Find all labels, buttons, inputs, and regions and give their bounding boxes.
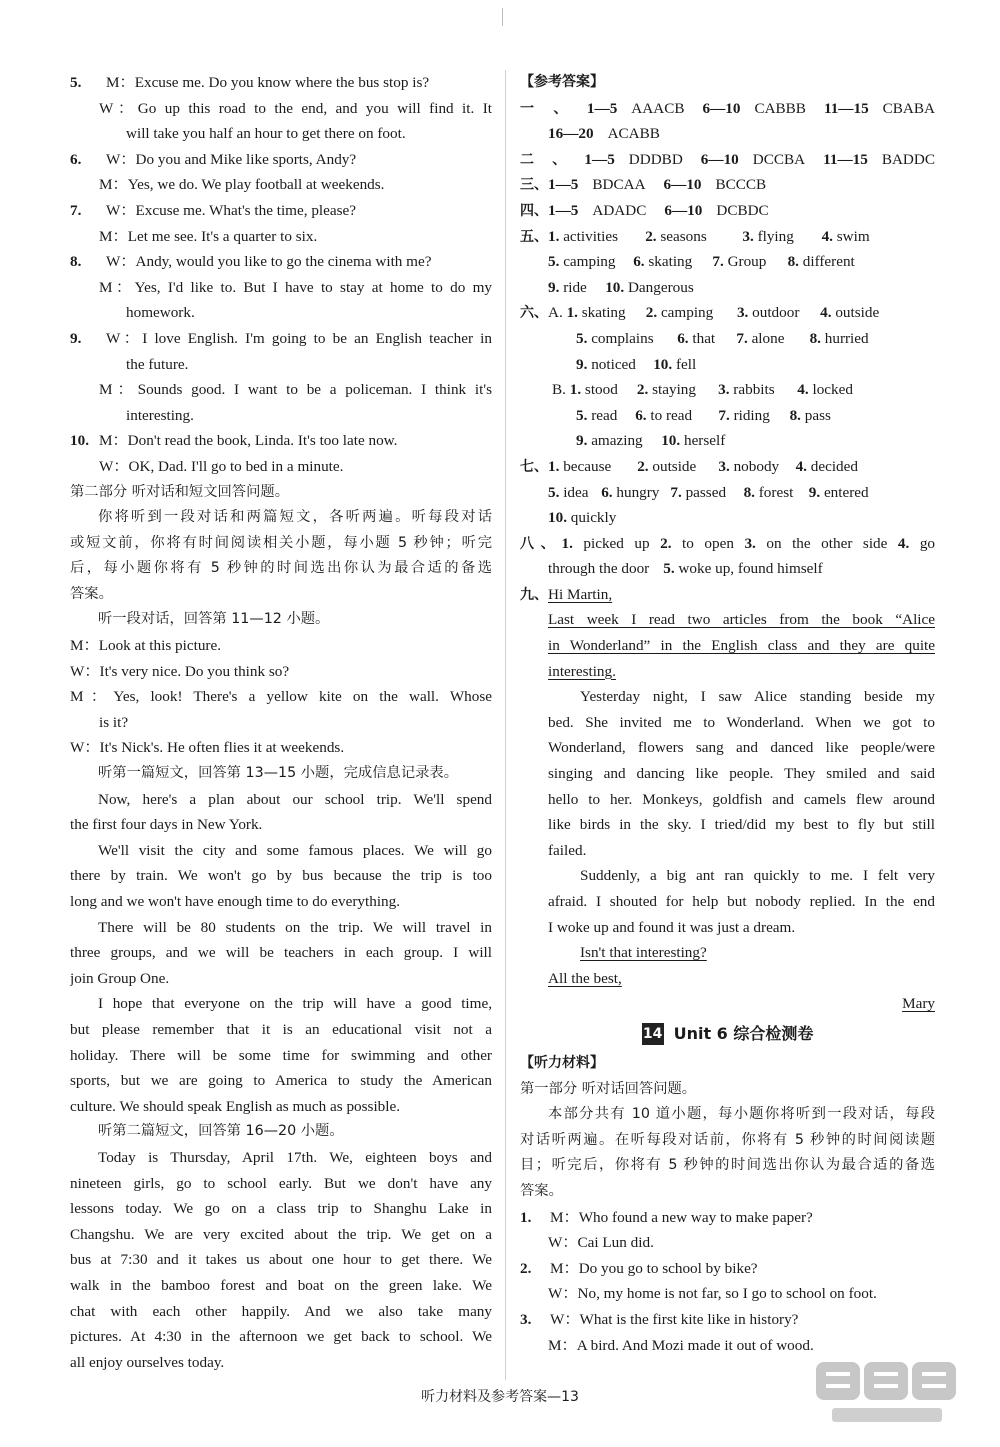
passage1-line: There will be 80 students on the trip. We will travel in [98, 918, 492, 936]
answer-section-1: 一、1—5 AAACB 6—10 CABBB 11—15 CBABA [520, 99, 935, 117]
q5-line1: 5. M：Excuse me. Do you know where the bus stop is? [70, 74, 430, 91]
essay-line: Last week I read two articles from the book “Alice [548, 611, 935, 629]
passage1-line: culture. We should speak English as much as possible. [70, 1097, 401, 1115]
unit-badge: 14 [642, 1023, 664, 1045]
essay-line: Suddenly, a big ant ran quickly to me. I felt very [580, 867, 935, 885]
q9-line2: the future. [126, 355, 189, 373]
essay-line: singing and dancing like people. They smiled and said [548, 765, 935, 783]
answer-section-4: 四、1—5 ADADC 6—10 DCBDC [520, 201, 769, 219]
passage1-line: three groups, and we will be teachers in each group. I will [70, 944, 492, 962]
passage1-line: We'll visit the city and some famous places. We will go [98, 841, 492, 859]
q5-line3: will take you half an hour to get there on foot. [126, 125, 406, 143]
part1-intro: 目；听完后，你将有 5 秒钟的时间选出你认为最合适的备选 [520, 1157, 935, 1174]
dialog-line: W：It's Nick's. He often flies it at weekends. [70, 739, 345, 757]
answer-section-6b: B. 1. stood 2. staying 3. rabbits 4. locked [552, 381, 853, 399]
answer-section-8-cont: through the door 5. woke up, found himself [548, 560, 823, 578]
q6-line2: M：Yes, we do. We play football at weekends. [99, 176, 385, 194]
answer-section-7-cont: 10. quickly [548, 509, 617, 527]
u1-line1: 1. M：Who found a new way to make paper? [520, 1208, 813, 1226]
q8-line3: homework. [126, 304, 195, 322]
column-divider [505, 70, 506, 1380]
passage2-line: bus at 7:30 and it takes us about one hour to get there. We [70, 1251, 492, 1269]
passage2-line: chat with each other happily. And we also take many [70, 1302, 492, 1320]
answer-section-9: 九、Hi Martin, [520, 585, 613, 603]
essay-line: I woke up and found it was just a dream. [548, 918, 796, 936]
q9-line3: M：Sounds good. I want to be a policeman. I think it's [99, 381, 492, 399]
part1-title: 第一部分 听对话回答问题。 [520, 1080, 697, 1097]
answer-section-6b-cont: 5. read 6. to read 7. riding 8. pass [576, 406, 831, 424]
part2-intro-2: 或短文前，你将有时间阅读相关小题，每小题 5 秒钟；听完 [70, 534, 492, 551]
essay-closing-question: Isn't that interesting? [580, 944, 707, 962]
essay-line: Yesterday night, I saw Alice standing beside my [580, 688, 935, 706]
answer-section-6a: 六、A. 1. skating 2. camping 3. outdoor 4. outside [520, 304, 880, 322]
answer-section-5: 五、1. activities 2. seasons 3. flying 4. swim [520, 227, 870, 245]
passage1-title: 听第一篇短文，回答第 13—15 小题，完成信息记录表。 [98, 765, 459, 782]
answer-section-5-cont: 9. ride 10. Dangerous [548, 278, 694, 296]
watermark-logo-icon [812, 1356, 962, 1428]
dialog-title: 听一段对话，回答第 11—12 小题。 [98, 611, 330, 628]
passage1-line: the first four days in New York. [70, 816, 263, 834]
passage2-line: nineteen girls, go to school early. But we don't have any [70, 1174, 492, 1192]
part1-intro: 本部分共有 10 道小题，每小题你将听到一段对话，每段 [548, 1106, 935, 1123]
passage2-line: Today is Thursday, April 17th. We, eighteen boys and [98, 1148, 492, 1166]
passage1-line: holiday. There will be some time for swimming and other [70, 1046, 492, 1064]
fold-mark [502, 8, 503, 26]
left-column [70, 70, 492, 1375]
q9-line1: 9. W：I love English. I'm going to be an English teacher in [70, 329, 492, 347]
essay-line: bed. She invited me to Wonderland. When we got to [548, 713, 935, 731]
essay-signature: Mary [902, 995, 935, 1013]
dialog-line: is it? [99, 713, 129, 731]
q10-line1: 10. M：Don't read the book, Linda. It's too late now. [70, 432, 398, 450]
passage2-line: pictures. At 4:30 in the afternoon we get back to school. We [70, 1328, 492, 1346]
passage1-line: join Group One. [70, 969, 170, 987]
q8-line2: M：Yes, I'd like to. But I have to stay at home to do my [99, 278, 492, 296]
u1-line2: W：Cai Lun did. [548, 1234, 654, 1252]
q10-line2: W：OK, Dad. I'll go to bed in a minute. [99, 457, 344, 475]
part2-title: 第二部分 听对话和短文回答问题。 [70, 483, 289, 500]
u2-line2: W：No, my home is not far, so I go to school on foot. [548, 1285, 877, 1303]
passage1-line: but please remember that it is an educational visit not a [70, 1020, 492, 1038]
passage1-line: I hope that everyone on the trip will have a good time, [98, 995, 492, 1013]
part2-intro-4: 答案。 [70, 585, 113, 602]
part2-intro-1: 你将听到一段对话和两篇短文，各听两遍。听每段对话 [98, 509, 492, 526]
passage1-line: Now, here's a plan about our school trip. We'll spend [98, 790, 492, 808]
u3-line1: 3. W：What is the first kite like in history? [520, 1310, 799, 1328]
essay-line: like birds in the sky. I tried/did my best to fly but still [548, 816, 935, 834]
u3-line2: M：A bird. And Mozi made it out of wood. [548, 1336, 814, 1354]
q7-line1: 7. W：Excuse me. What's the time, please? [70, 201, 357, 219]
answer-section-8: 八、1. picked up 2. to open 3. on the other side 4. go [520, 534, 935, 552]
u2-line1: 2. M：Do you go to school by bike? [520, 1259, 758, 1277]
answer-section-3: 三、1—5 BDCAA 6—10 BCCCB [520, 176, 767, 194]
essay-line: failed. [548, 841, 587, 859]
listening-title: 【听力材料】 [520, 1054, 604, 1071]
page-footer: 听力材料及参考答案—13 [421, 1389, 579, 1405]
answers-title: 【参考答案】 [520, 74, 604, 90]
q7-line2: M：Let me see. It's a quarter to six. [99, 227, 318, 245]
passage1-line: sports, but we are going to America to study the American [70, 1072, 492, 1090]
part1-intro: 对话听两遍。在听每段对话前，你将有 5 秒钟的时间阅读题 [520, 1131, 935, 1148]
answer-section-5-cont: 5. camping 6. skating 7. Group 8. different [548, 253, 855, 271]
passage2-line: lessons today. We go on a class trip to Shanghu Lake in [70, 1200, 492, 1218]
unit-title: 14 Unit 6 综合检测卷 [520, 1017, 935, 1051]
essay-line: in Wonderland” in the English class and they are quite [548, 637, 935, 655]
answer-section-7: 七、1. because 2. outside 3. nobody 4. decided [520, 457, 858, 475]
passage2-line: all enjoy ourselves today. [70, 1353, 225, 1371]
answer-section-2: 二、1—5 DDDBD 6—10 DCCBA 11—15 BADDC [520, 150, 935, 168]
dialog-line: M：Yes, look! There's a yellow kite on the wall. Whose [70, 688, 492, 706]
essay-sign-off: All the best, [548, 969, 622, 987]
passage2-title: 听第二篇短文，回答第 16—20 小题。 [98, 1123, 344, 1140]
right-column [520, 70, 935, 1358]
essay-line: afraid. I shouted for help but nobody replied. In the end [548, 893, 935, 910]
dialog-line: M：Look at this picture. [70, 637, 222, 655]
answer-section-6b-cont: 9. amazing 10. herself [576, 432, 726, 450]
answer-section-1-cont: 16—20 ACABB [548, 125, 660, 143]
q6-line1: 6. W：Do you and Mike like sports, Andy? [70, 150, 357, 168]
passage2-line: Changshu. We are very excited about the trip. We get on a [70, 1225, 492, 1243]
passage1-line: there by train. We won't go by bus because the trip is too [70, 867, 492, 885]
essay-line: hello to her. Monkeys, goldfish and camels flew around [548, 790, 935, 808]
essay-line: Wonderland, flowers sang and danced like people/were [548, 739, 935, 757]
part2-intro-3: 后，每小题你将有 5 秒钟的时间选出你认为最合适的备选 [70, 560, 492, 577]
answer-section-7-cont: 5. idea 6. hungry 7. passed 8. forest 9. entered [548, 483, 869, 501]
part1-intro: 答案。 [520, 1182, 563, 1199]
passage2-line: walk in the bamboo forest and boat on the green lake. We [70, 1276, 492, 1294]
dialog-line: W：It's very nice. Do you think so? [70, 662, 290, 680]
passage1-line: long and we won't have enough time to do everything. [70, 893, 401, 910]
q5-line2: W：Go up this road to the end, and you will find it. It [99, 99, 492, 117]
q9-line4: interesting. [126, 406, 194, 424]
q8-line1: 8. W：Andy, would you like to go the cinema with me? [70, 253, 432, 271]
essay-line: interesting. [548, 662, 616, 680]
answer-section-6a-cont: 5. complains 6. that 7. alone 8. hurried [576, 329, 869, 347]
answer-section-6a-cont: 9. noticed 10. fell [576, 355, 697, 373]
